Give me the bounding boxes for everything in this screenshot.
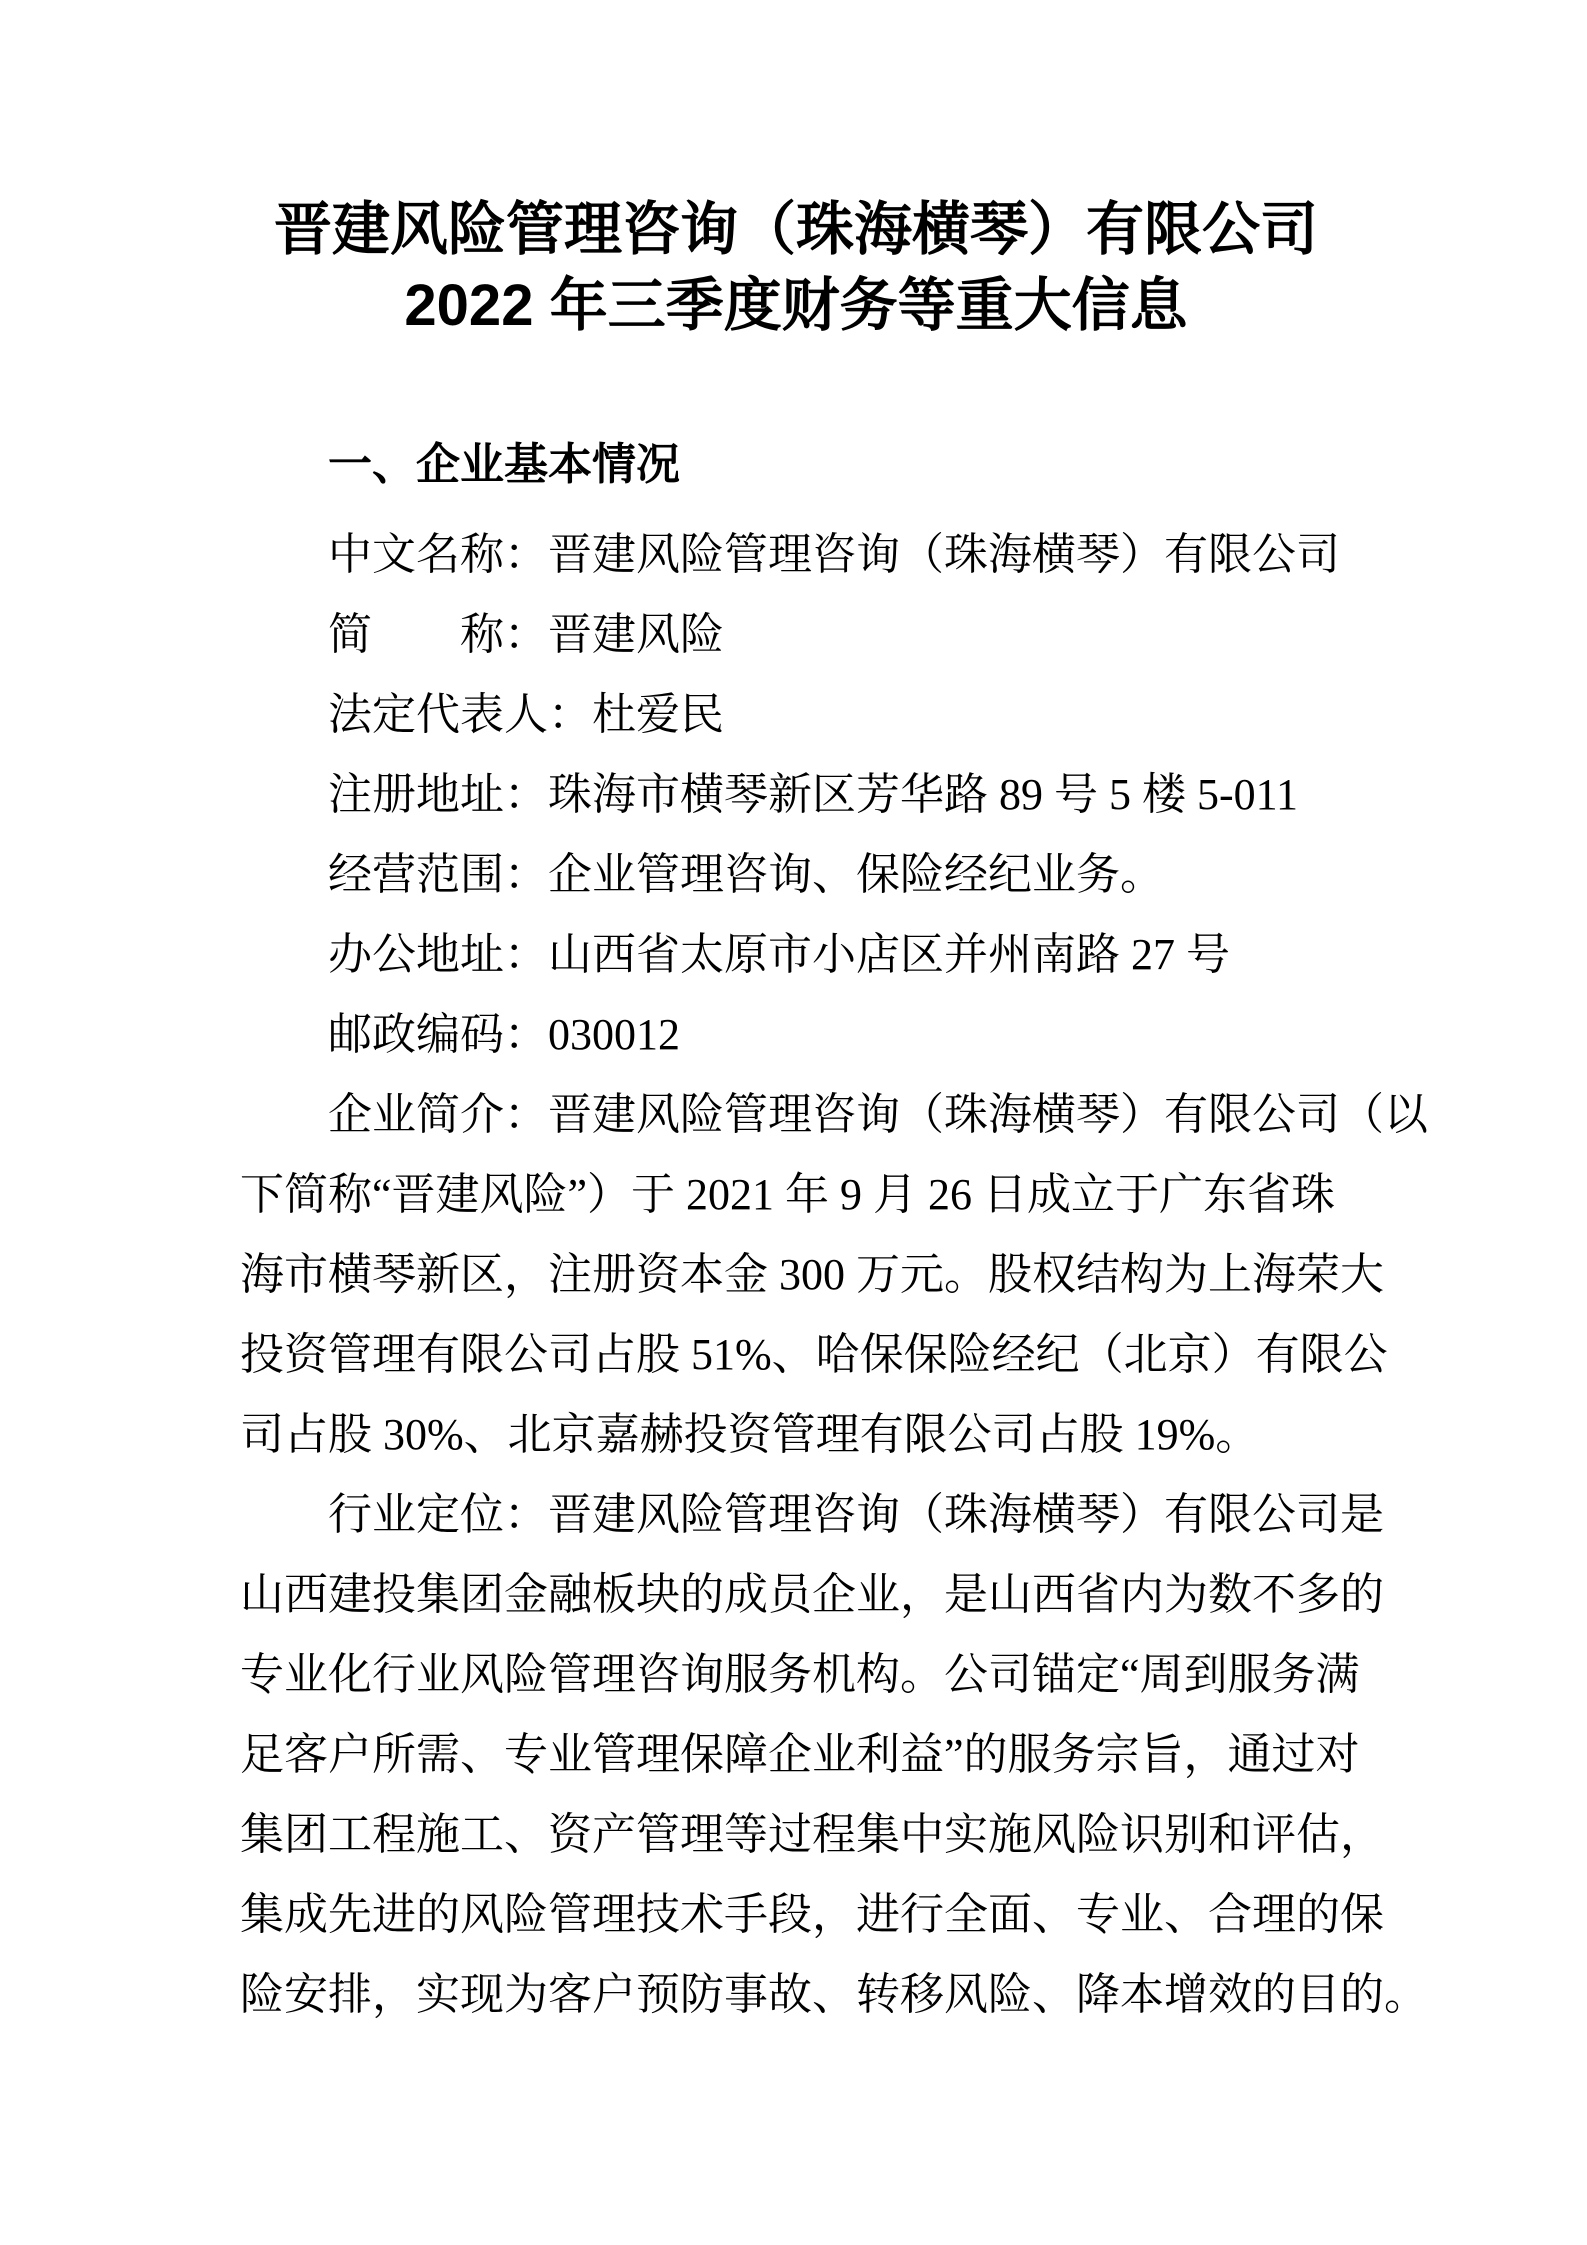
- body-line-positioning-4: 足客户所需、专业管理保障企业利益”的服务宗旨，通过对: [240, 1730, 1360, 1779]
- body-line-positioning-5: 集团工程施工、资产管理等过程集中实施风险识别和评估，: [240, 1810, 1384, 1859]
- body-line-positioning-1: 行业定位：晋建风险管理咨询（珠海横琴）有限公司是: [328, 1490, 1384, 1539]
- body-line-profile-5: 司占股 30%、北京嘉赫投资管理有限公司占股 19%。: [240, 1410, 1260, 1459]
- body-line-legal-representative: 法定代表人：杜爱民: [328, 690, 724, 739]
- body-line-profile-2: 下简称“晋建风险”）于 2021 年 9 月 26 日成立于广东省珠: [240, 1170, 1336, 1219]
- document-title-line-1: 晋建风险管理咨询（珠海横琴）有限公司: [273, 197, 1318, 262]
- document-title: [240, 0, 1352, 344]
- body-line-positioning-3: 专业化行业风险管理咨询服务机构。公司锚定“周到服务满: [240, 1650, 1360, 1699]
- body-line-positioning-6: 集成先进的风险管理技术手段，进行全面、专业、合理的保: [240, 1890, 1384, 1939]
- body-line-profile-1: 企业简介：晋建风险管理咨询（珠海横琴）有限公司（以: [328, 1090, 1428, 1139]
- section-heading: 一、企业基本情况: [328, 440, 680, 489]
- body-line-postal-code: 邮政编码：030012: [328, 1010, 680, 1059]
- body-line-office-address: 办公地址：山西省太原市小店区并州南路 27 号: [328, 930, 1230, 979]
- body-line-profile-3: 海市横琴新区，注册资本金 300 万元。股权结构为上海荣大: [240, 1250, 1384, 1299]
- document-body: [240, 515, 1428, 2035]
- body-line-positioning-7: 险安排，实现为客户预防事故、转移风险、降本增效的目的。: [240, 1970, 1428, 2019]
- body-line-positioning-2: 山西建投集团金融板块的成员企业，是山西省内为数不多的: [240, 1570, 1384, 1619]
- body-line-profile-4: 投资管理有限公司占股 51%、哈保保险经纪（北京）有限公: [240, 1330, 1388, 1379]
- body-line-short-name: 简 称：晋建风险: [328, 610, 724, 659]
- document-content: [240, 0, 1428, 2035]
- body-line-registered-address: 注册地址：珠海市横琴新区芳华路 89 号 5 楼 5-011: [328, 770, 1299, 819]
- body-line-business-scope: 经营范围：企业管理咨询、保险经纪业务。: [328, 850, 1164, 899]
- body-line-chinese-name: 中文名称：晋建风险管理咨询（珠海横琴）有限公司: [328, 530, 1340, 579]
- document-title-line-2: 2022 年三季度财务等重大信息: [404, 273, 1188, 338]
